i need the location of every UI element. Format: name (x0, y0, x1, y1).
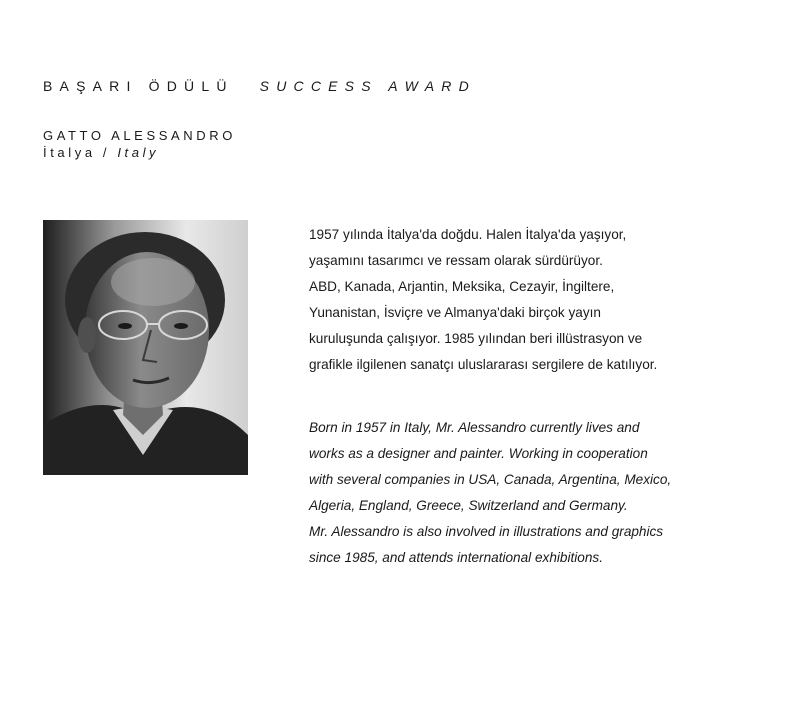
country-separator: / (95, 145, 118, 160)
artist-country-en: Italy (117, 145, 160, 160)
bio-tr-line: grafikle ilgilenen sanatçı uluslararası sergilere de katılıyor. (309, 357, 658, 372)
bio-en-line: Mr. Alessandro is also involved in illustrations and graphics (309, 524, 664, 539)
bio-tr-line: 1957 yılında İtalya'da doğdu. Halen İtalya'da yaşıyor, (309, 227, 627, 242)
bio-en-line: works as a designer and painter. Working in cooperation (309, 446, 648, 461)
bio-en-line: Born in 1957 in Italy, Mr. Alessandro currently lives and (309, 420, 640, 435)
bio-en-line: since 1985, and attends international exhibitions. (309, 550, 603, 565)
biography-english (309, 415, 671, 571)
artist-name: GATTO ALESSANDRO (43, 128, 236, 143)
artist-portrait-photo (43, 220, 248, 475)
award-title (43, 78, 476, 94)
bio-tr-line: ABD, Kanada, Arjantin, Meksika, Cezayir, İngiltere, (309, 279, 615, 294)
bio-tr-line: kuruluşunda çalışıyor. 1985 yılından beri illüstrasyon ve (309, 331, 643, 346)
bio-en-line: Algeria, England, Greece, Switzerland and Germany. (309, 498, 628, 513)
award-title-en: SUCCESS AWARD (259, 78, 476, 94)
bio-tr-line: yaşamını tasarımcı ve ressam olarak sürdürüyor. (309, 253, 603, 268)
artist-country (43, 145, 159, 161)
artist-country-tr: İtalya (43, 145, 96, 160)
award-title-tr: BAŞARI ÖDÜLÜ (43, 78, 234, 94)
biography-turkish (309, 222, 657, 378)
bio-tr-line: Yunanistan, İsviçre ve Almanya'daki birçok yayın (309, 305, 601, 320)
bio-en-line: with several companies in USA, Canada, Argentina, Mexico, (309, 472, 672, 487)
